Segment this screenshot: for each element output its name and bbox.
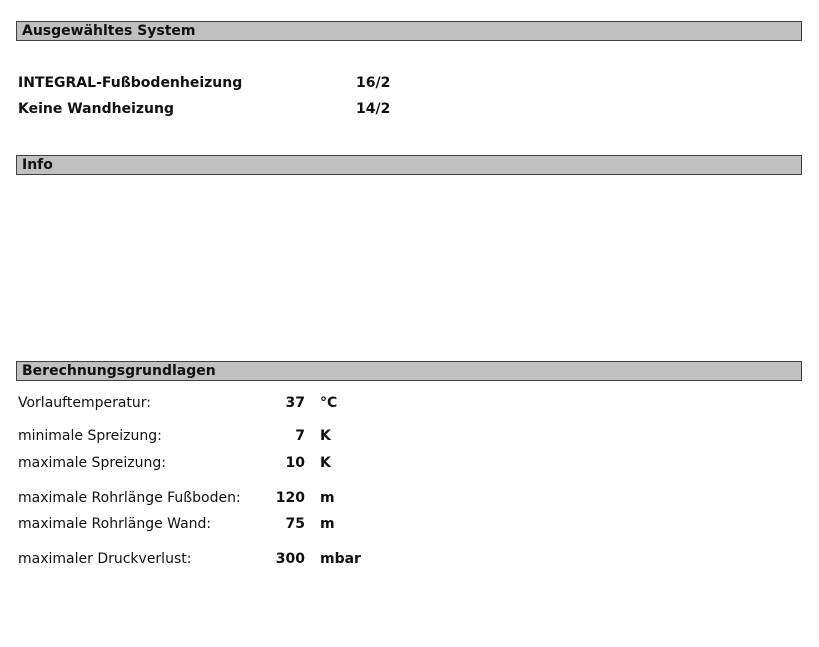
calc-row-flow-temperature (18, 395, 418, 415)
calculation-header: Berechnungsgrundlagen (16, 361, 802, 381)
calc-label: Vorlauftemperatur: (18, 395, 151, 411)
calc-value: 7 (295, 428, 305, 444)
calc-unit: m (320, 516, 335, 532)
calc-row-max-pressure-loss (18, 551, 418, 571)
info-header: Info (16, 155, 802, 175)
system-value: 14/2 (356, 101, 391, 117)
calc-value: 120 (275, 490, 305, 506)
calc-value: 10 (285, 455, 305, 471)
calc-row-min-spread (18, 428, 418, 448)
calc-unit: K (320, 455, 331, 471)
calc-unit: °C (320, 395, 338, 411)
system-name: INTEGRAL-Fußbodenheizung (18, 75, 243, 91)
calc-label: maximaler Druckverlust: (18, 551, 192, 567)
calc-value: 300 (275, 551, 305, 567)
system-row-wall (18, 101, 418, 121)
calc-unit: mbar (320, 551, 361, 567)
info-content (16, 178, 802, 358)
calc-row-max-pipe-wall (18, 516, 418, 536)
calc-unit: m (320, 490, 335, 506)
calc-unit: K (320, 428, 331, 444)
calc-value: 75 (285, 516, 305, 532)
system-name: Keine Wandheizung (18, 101, 174, 117)
calc-row-max-spread (18, 455, 418, 475)
calc-label: maximale Spreizung: (18, 455, 166, 471)
selected-system-header: Ausgewähltes System (16, 21, 802, 41)
calc-label: maximale Rohrlänge Fußboden: (18, 490, 241, 506)
calc-label: minimale Spreizung: (18, 428, 162, 444)
calc-label: maximale Rohrlänge Wand: (18, 516, 212, 532)
calc-row-max-pipe-floor (18, 490, 418, 510)
system-row-floor (18, 75, 418, 95)
system-value: 16/2 (356, 75, 391, 91)
calc-value: 37 (285, 395, 305, 411)
